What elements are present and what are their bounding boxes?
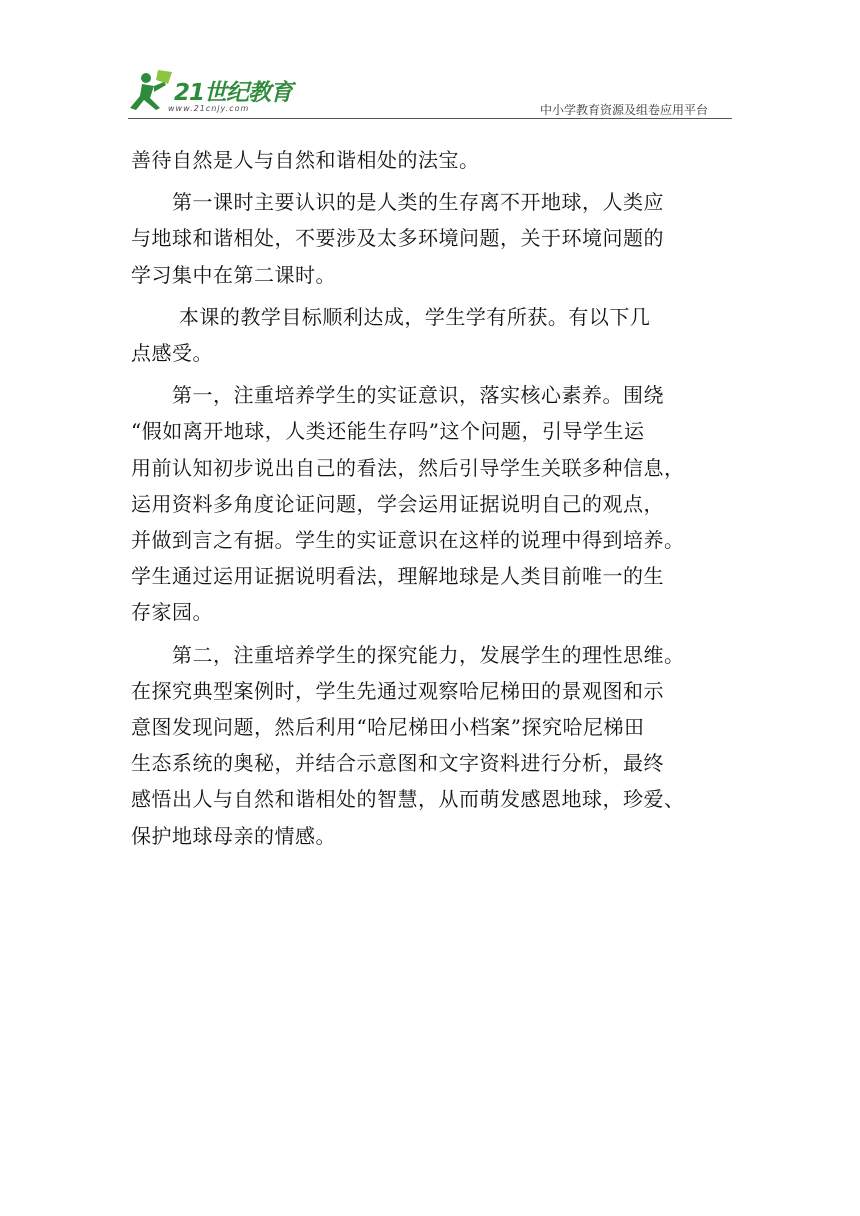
text-line: 保护地球母亲的情感。 <box>131 823 336 848</box>
text-line: 第二，注重培养学生的探究能力，发展学生的理性思维。 <box>131 642 685 667</box>
text-line: 本课的教学目标顺利达成，学生学有所获。有以下几 <box>131 304 651 329</box>
text-line: 善待自然是人与自然和谐相处的法宝。 <box>131 148 480 172</box>
page-header <box>0 0 860 125</box>
paragraph-1 <box>131 142 733 178</box>
document-body <box>131 142 733 854</box>
text-line: 第一课时主要认识的是人类的生存离不开地球，人类应 <box>131 190 664 215</box>
paragraph-2 <box>131 184 733 293</box>
paragraph-4 <box>131 377 733 630</box>
text-line: 并做到言之有据。学生的实证意识在这样的说理中得到培养。 <box>131 528 685 553</box>
paragraph-5 <box>131 637 733 854</box>
text-line: 生态系统的奥秘，并结合示意图和文字资料进行分析，最终 <box>131 751 664 776</box>
text-line: 用前认知初步说出自己的看法，然后引导学生关联多种信息， <box>131 455 685 480</box>
logo-text: 21世纪教育 <box>174 80 293 106</box>
text-line: 学习集中在第二课时。 <box>131 262 336 287</box>
text-line: 点感受。 <box>131 341 213 366</box>
text-line: “假如离开地球，人类还能生存吗”这个问题，引导学生运 <box>131 419 645 444</box>
header-divider <box>128 118 732 119</box>
text-line: 存家园。 <box>131 600 213 625</box>
logo-url: www.21cnjy.com <box>168 104 250 113</box>
paragraph-3 <box>131 299 733 371</box>
text-line: 在探究典型案例时，学生先通过观察哈尼梯田的景观图和示 <box>131 678 664 703</box>
text-line: 运用资料多角度论证问题，学会运用证据说明自己的观点， <box>131 491 664 516</box>
text-line: 感悟出人与自然和谐相处的智慧，从而萌发感恩地球，珍爱、 <box>131 787 685 812</box>
text-line: 意图发现问题，然后利用“哈尼梯田小档案”探究哈尼梯田 <box>131 715 645 740</box>
logo <box>128 68 298 118</box>
text-line: 学生通过运用证据说明看法，理解地球是人类目前唯一的生 <box>131 564 664 589</box>
platform-label: 中小学教育资源及组卷应用平台 <box>540 103 709 117</box>
text-line: 第一，注重培养学生的实证意识，落实核心素养。围绕 <box>131 383 664 408</box>
text-line: 与地球和谐相处，不要涉及太多环境问题，关于环境问题的 <box>131 226 664 251</box>
